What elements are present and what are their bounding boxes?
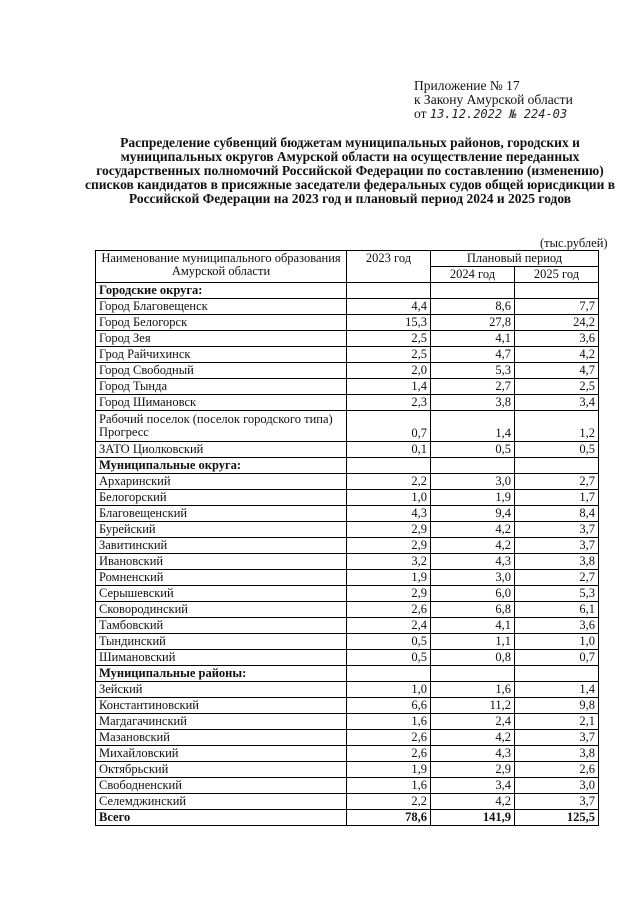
table-row <box>96 474 599 490</box>
table-row <box>96 602 599 618</box>
value-2024: 4,3 <box>431 746 515 762</box>
value-2024: 27,8 <box>431 315 515 331</box>
value-2023: 2,3 <box>347 395 431 411</box>
municipality-name: Тындинский <box>96 634 347 650</box>
value-2023: 0,7 <box>347 411 431 442</box>
total-row <box>96 810 599 826</box>
value-2024: 4,2 <box>431 538 515 554</box>
municipality-name: Ромненский <box>96 570 347 586</box>
table-row <box>96 379 599 395</box>
table-row <box>96 682 599 698</box>
table-row <box>96 347 599 363</box>
value-2024: 8,6 <box>431 299 515 315</box>
value-2023: 1,6 <box>347 778 431 794</box>
table-row <box>96 618 599 634</box>
municipality-name: ЗАТО Циолковский <box>96 442 347 458</box>
value-2024: 2,9 <box>431 762 515 778</box>
value-2023: 2,6 <box>347 746 431 762</box>
value-2024: 4,2 <box>431 730 515 746</box>
municipality-name: Селемджинский <box>96 794 347 810</box>
municipality-name: Ивановский <box>96 554 347 570</box>
col-2024-header: 2024 год <box>431 267 515 283</box>
table-row <box>96 506 599 522</box>
value-2023: 1,9 <box>347 762 431 778</box>
table-row <box>96 411 599 442</box>
appendix-block <box>414 79 573 121</box>
table-row <box>96 554 599 570</box>
table-row <box>96 299 599 315</box>
value-2025: 3,0 <box>515 778 599 794</box>
municipality-name: Грод Райчихинск <box>96 347 347 363</box>
table-row <box>96 538 599 554</box>
value-2025: 2,6 <box>515 762 599 778</box>
value-2024: 1,6 <box>431 682 515 698</box>
value-2025: 7,7 <box>515 299 599 315</box>
municipality-name: Свободненский <box>96 778 347 794</box>
value-2025: 3,7 <box>515 538 599 554</box>
value-2025: 1,2 <box>515 411 599 442</box>
table-row <box>96 331 599 347</box>
value-2025: 3,7 <box>515 522 599 538</box>
value-2025: 2,7 <box>515 474 599 490</box>
value-2024: 4,1 <box>431 618 515 634</box>
value-2025: 6,1 <box>515 602 599 618</box>
municipality-name: Тамбовский <box>96 618 347 634</box>
municipality-name: Мазановский <box>96 730 347 746</box>
table-row <box>96 442 599 458</box>
value-2025: 1,0 <box>515 634 599 650</box>
value-2024: 11,2 <box>431 698 515 714</box>
section-title: Городские округа: <box>96 283 347 299</box>
table-row <box>96 778 599 794</box>
value-2023: 1,6 <box>347 714 431 730</box>
value-2025: 3,6 <box>515 331 599 347</box>
value-2023: 1,9 <box>347 570 431 586</box>
municipality-name: Город Белогорск <box>96 315 347 331</box>
value-2024: 2,7 <box>431 379 515 395</box>
value-2024: 2,4 <box>431 714 515 730</box>
municipality-name: Город Шимановск <box>96 395 347 411</box>
municipality-name: Бурейский <box>96 522 347 538</box>
value-2025: 3,7 <box>515 794 599 810</box>
municipality-name: Благовещенский <box>96 506 347 522</box>
value-2025: 3,4 <box>515 395 599 411</box>
value-2023: 2,9 <box>347 538 431 554</box>
value-2023: 1,0 <box>347 490 431 506</box>
empty-cell <box>431 666 515 682</box>
value-2023: 2,6 <box>347 602 431 618</box>
value-2024: 3,8 <box>431 395 515 411</box>
value-2025: 24,2 <box>515 315 599 331</box>
municipality-name: Михайловский <box>96 746 347 762</box>
value-2025: 0,5 <box>515 442 599 458</box>
table-row <box>96 586 599 602</box>
value-2024: 6,0 <box>431 586 515 602</box>
header-row <box>96 251 599 267</box>
table-row <box>96 570 599 586</box>
value-2023: 2,2 <box>347 794 431 810</box>
col-name-header: Наименование муниципального образования Амурской области <box>96 251 347 283</box>
table-row <box>96 315 599 331</box>
value-2025: 4,2 <box>515 347 599 363</box>
section-row <box>96 458 599 474</box>
col-2023-header: 2023 год <box>347 251 431 283</box>
value-2024: 4,7 <box>431 347 515 363</box>
table-row <box>96 746 599 762</box>
empty-cell <box>431 458 515 474</box>
value-2025: 2,5 <box>515 379 599 395</box>
total-2023: 78,6 <box>347 810 431 826</box>
value-2023: 2,9 <box>347 586 431 602</box>
appendix-date-line <box>414 107 573 121</box>
value-2025: 2,1 <box>515 714 599 730</box>
appendix-line2: к Закону Амурской области <box>414 92 573 107</box>
empty-cell <box>515 458 599 474</box>
table-row <box>96 490 599 506</box>
value-2023: 6,6 <box>347 698 431 714</box>
value-2025: 3,8 <box>515 554 599 570</box>
municipality-name: Город Свободный <box>96 363 347 379</box>
table-row <box>96 714 599 730</box>
empty-cell <box>347 458 431 474</box>
handwritten-date-number: 13.12.2022 № 224-03 <box>429 107 568 121</box>
municipality-name: Город Благовещенск <box>96 299 347 315</box>
table-row <box>96 698 599 714</box>
municipality-name: Город Зея <box>96 331 347 347</box>
value-2024: 4,2 <box>431 522 515 538</box>
value-2025: 9,8 <box>515 698 599 714</box>
appendix-line1: Приложение № 17 <box>414 78 520 93</box>
value-2023: 4,4 <box>347 299 431 315</box>
value-2024: 1,4 <box>431 411 515 442</box>
value-2023: 0,1 <box>347 442 431 458</box>
col-2025-header: 2025 год <box>515 267 599 283</box>
value-2023: 0,5 <box>347 634 431 650</box>
table-row <box>96 634 599 650</box>
value-2023: 2,5 <box>347 347 431 363</box>
section-title: Муниципальные округа: <box>96 458 347 474</box>
municipality-name: Сковородинский <box>96 602 347 618</box>
total-2025: 125,5 <box>515 810 599 826</box>
value-2024: 0,5 <box>431 442 515 458</box>
value-2025: 3,7 <box>515 730 599 746</box>
value-2024: 5,3 <box>431 363 515 379</box>
value-2024: 4,3 <box>431 554 515 570</box>
value-2023: 15,3 <box>347 315 431 331</box>
section-title: Муниципальные районы: <box>96 666 347 682</box>
col-plan-header: Плановый период <box>431 251 599 267</box>
value-2023: 0,5 <box>347 650 431 666</box>
value-2023: 2,2 <box>347 474 431 490</box>
value-2023: 2,6 <box>347 730 431 746</box>
value-2025: 3,8 <box>515 746 599 762</box>
value-2023: 2,4 <box>347 618 431 634</box>
table-row <box>96 363 599 379</box>
appendix-prefix: от <box>414 106 427 121</box>
municipality-name: Завитинский <box>96 538 347 554</box>
value-2024: 9,4 <box>431 506 515 522</box>
total-label: Всего <box>96 810 347 826</box>
value-2024: 1,1 <box>431 634 515 650</box>
total-2024: 141,9 <box>431 810 515 826</box>
municipality-name: Октябрьский <box>96 762 347 778</box>
municipality-name: Магдагачинский <box>96 714 347 730</box>
value-2024: 0,8 <box>431 650 515 666</box>
value-2024: 6,8 <box>431 602 515 618</box>
municipality-name: Константиновский <box>96 698 347 714</box>
value-2023: 1,0 <box>347 682 431 698</box>
table-row <box>96 395 599 411</box>
empty-cell <box>431 283 515 299</box>
value-2024: 3,4 <box>431 778 515 794</box>
table-row <box>96 762 599 778</box>
empty-cell <box>347 283 431 299</box>
value-2025: 1,4 <box>515 682 599 698</box>
value-2024: 1,9 <box>431 490 515 506</box>
value-2025: 5,3 <box>515 586 599 602</box>
value-2024: 3,0 <box>431 570 515 586</box>
table-body <box>96 283 599 826</box>
table-row <box>96 650 599 666</box>
municipality-name: Шимановский <box>96 650 347 666</box>
municipality-name: Архаринский <box>96 474 347 490</box>
empty-cell <box>347 666 431 682</box>
empty-cell <box>515 283 599 299</box>
value-2025: 0,7 <box>515 650 599 666</box>
value-2024: 3,0 <box>431 474 515 490</box>
section-row <box>96 283 599 299</box>
value-2023: 4,3 <box>347 506 431 522</box>
value-2024: 4,1 <box>431 331 515 347</box>
municipality-name: Город Тында <box>96 379 347 395</box>
value-2023: 3,2 <box>347 554 431 570</box>
empty-cell <box>515 666 599 682</box>
value-2023: 1,4 <box>347 379 431 395</box>
value-2025: 1,7 <box>515 490 599 506</box>
table-row <box>96 794 599 810</box>
value-2023: 2,0 <box>347 363 431 379</box>
value-2025: 2,7 <box>515 570 599 586</box>
unit-label: (тыс.рублей) <box>540 236 608 250</box>
value-2025: 8,4 <box>515 506 599 522</box>
municipality-name: Серышевский <box>96 586 347 602</box>
municipality-name: Зейский <box>96 682 347 698</box>
value-2025: 4,7 <box>515 363 599 379</box>
value-2025: 3,6 <box>515 618 599 634</box>
subventions-table <box>95 250 599 826</box>
table-row <box>96 730 599 746</box>
section-row <box>96 666 599 682</box>
value-2024: 4,2 <box>431 794 515 810</box>
municipality-name: Белогорский <box>96 490 347 506</box>
value-2023: 2,5 <box>347 331 431 347</box>
table-row <box>96 522 599 538</box>
document-title: Распределение субвенций бюджетам муниципальных районов, городских и муниципальных округов Амурской области на осуществление переданных государственных полномочий Российской Федерации по составлению (изменению) списков кандидатов в присяжные заседатели федеральных судов общей юрисдикции в Российской Федерации на 2023 год и плановый период 2024 и 2025 годов <box>84 135 616 206</box>
value-2023: 2,9 <box>347 522 431 538</box>
municipality-name: Рабочий поселок (поселок городского типа) Прогресс <box>96 411 347 442</box>
